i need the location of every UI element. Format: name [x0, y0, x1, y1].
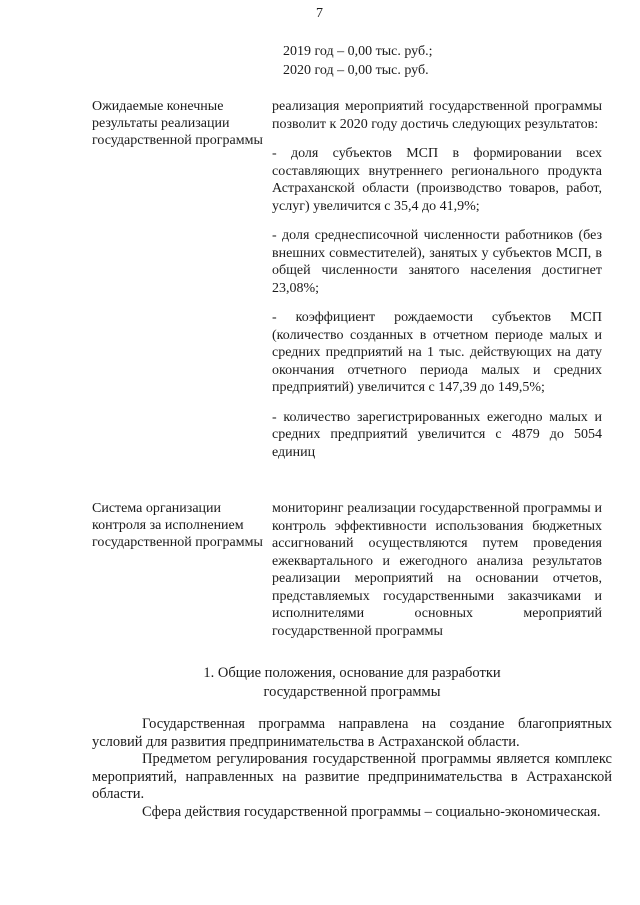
results-item: - доля среднесписочной численности работников (без внешних совместителей), занятых у субъектов МСП, в общей численности занятого населения достигнет 23,08%;	[272, 228, 602, 296]
section-body	[92, 716, 612, 821]
section-heading	[92, 664, 612, 702]
results-item: - количество зарегистрированных ежегодно малых и средних предприятий увеличится с 4879 до 5054 единиц	[272, 409, 602, 460]
results-row	[92, 98, 612, 473]
control-content	[272, 500, 602, 652]
financing-tail	[283, 42, 433, 80]
financing-line-2019: 2019 год – 0,00 тыс. руб.;	[283, 44, 433, 59]
results-label: Ожидаемые конечные результаты реализации государственной программы	[92, 99, 263, 148]
body-paragraph: Государственная программа направлена на создание благоприятных условий для развития предпринимательства в Астраханской области.	[92, 716, 612, 750]
body-paragraph: Сфера действия государственной программы – социально-экономическая.	[142, 803, 601, 820]
results-intro: реализация мероприятий государственной программы позволит к 2020 году достичь следующих результатов:	[272, 99, 602, 132]
control-label: Система организации контроля за исполнением государственной программы	[92, 501, 263, 550]
section-heading-line2: государственной программы	[263, 684, 441, 700]
section-heading-line1: 1. Общие положения, основание для разработки	[203, 665, 501, 681]
financing-line-2020: 2020 год – 0,00 тыс. руб.	[283, 63, 429, 78]
results-item: - коэффициент рождаемости субъектов МСП (количество созданных в отчетном периоде малых и средних предприятий на 1 тыс. действующих на дату окончания отчетного периода малых и средних предприятий) увеличится с 147,39 до 149,5%;	[272, 310, 602, 395]
results-item: - доля субъектов МСП в формировании всех составляющих внутреннего регионального продукта Астраханской области (производство товаров, работ, услуг) увеличится с 35,4 до 41,9%;	[272, 146, 602, 214]
page-number: 7	[316, 6, 323, 21]
body-paragraph: Предметом регулирования государственной программы является комплекс мероприятий, направленных на развитие предпринимательства в Астраханской области.	[92, 751, 612, 802]
control-row	[92, 500, 612, 652]
control-text: мониторинг реализации государственной программы и контроль эффективности использования бюджетных ассигнований осуществляются путем проведения ежеквартального и ежегодного анализа результатов реализации мероприятий на основании отчетов, представляемых государственными заказчиками и исполнителями основных мероприятий государственной программы	[272, 501, 602, 639]
results-content	[272, 98, 602, 473]
